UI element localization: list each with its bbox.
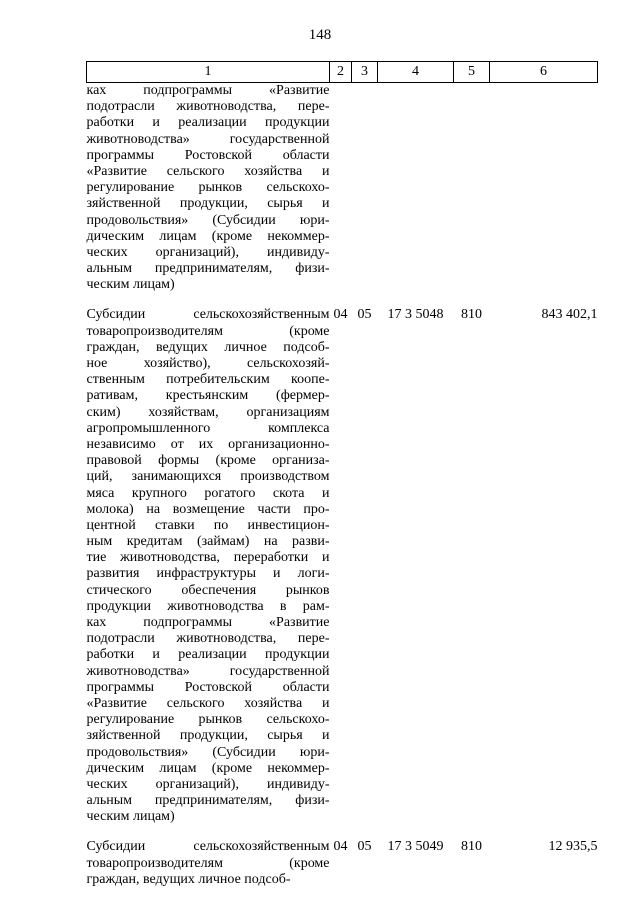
- description-line: ным кредитам (займам) на разви-: [86, 534, 330, 550]
- description-line: независимо от их организационно-: [86, 436, 330, 452]
- description-line: альным предпринимателям, физи-: [86, 793, 330, 809]
- header-col-4: 4: [378, 62, 454, 83]
- description-line: центной ставки по инвестицион-: [86, 517, 330, 533]
- description-line: «Развитие сельского хозяйства и: [86, 163, 330, 179]
- description-line: ственным потребительским коопе-: [86, 372, 330, 388]
- description-line: регулирование рынков сельскохо-: [86, 712, 330, 728]
- description-line: подотрасли животноводства, пере-: [86, 99, 330, 115]
- section-code: 04: [333, 307, 348, 323]
- description-line: граждан, ведущих личное подсоб-: [86, 871, 291, 887]
- description-line: продукции животноводства в рам-: [86, 598, 330, 614]
- row-spacer: [87, 825, 598, 839]
- section-code: [330, 83, 352, 294]
- expense-type-code: 810: [461, 307, 482, 323]
- section-code: 04: [333, 839, 348, 855]
- description-line: товаропроизводителям (кроме: [86, 323, 330, 339]
- header-col-3: 3: [352, 62, 378, 83]
- description-line: дическим лицам (кроме некоммер-: [86, 760, 330, 776]
- row-description: [87, 839, 330, 888]
- row-spacer: [87, 293, 598, 307]
- description-line: программы Ростовской области: [86, 147, 330, 163]
- target-article-code: [378, 83, 454, 294]
- row-description: [87, 83, 330, 294]
- description-line: товаропроизводителям (кроме: [86, 855, 330, 871]
- description-line: регулирование рынков сельскохо-: [86, 180, 330, 196]
- description-line: Субсидии сельскохозяйственным: [86, 307, 330, 323]
- description-line: животноводства» государственной: [86, 131, 330, 147]
- description-line: правовой формы (кроме организа-: [86, 453, 330, 469]
- header-col-5: 5: [454, 62, 490, 83]
- subsection-code: 05: [357, 307, 372, 323]
- description-line: ческих организаций), индивиду-: [86, 244, 330, 260]
- description-line: работки и реализации продукции: [86, 647, 330, 663]
- expense-type-code: [454, 83, 490, 294]
- header-col-2: 2: [330, 62, 352, 83]
- description-line: альным предпринимателям, физи-: [86, 261, 330, 277]
- description-line: программы Ростовской области: [86, 679, 330, 695]
- target-article-code: 17 3 5048: [387, 307, 444, 323]
- row-description: [87, 307, 330, 825]
- description-line: работки и реализации продукции: [86, 115, 330, 131]
- description-line: ческих организаций), индивиду-: [86, 776, 330, 792]
- expense-type-code: 810: [461, 839, 482, 855]
- description-line: ческим лицам): [86, 277, 175, 293]
- target-article-code: 17 3 5049: [387, 839, 444, 855]
- header-col-6: 6: [490, 62, 598, 83]
- subsection-code: 05: [357, 839, 372, 855]
- header-col-1: 1: [87, 62, 330, 83]
- description-line: ративам, крестьянским (фермер-: [86, 388, 330, 404]
- subsection-code: [352, 83, 378, 294]
- description-line: подотрасли животноводства, пере-: [86, 631, 330, 647]
- table-row: [87, 839, 598, 888]
- table-header-row: [87, 62, 598, 83]
- description-line: развития инфраструктуры и логи-: [86, 566, 330, 582]
- description-line: ческим лицам): [86, 809, 175, 825]
- description-line: ках подпрограммы «Развитие: [86, 615, 330, 630]
- description-line: ное хозяйство), сельскохозяй-: [86, 356, 330, 371]
- description-line: молока) на возмещение части про-: [86, 501, 330, 517]
- description-line: дическим лицам (кроме некоммер-: [86, 228, 330, 244]
- description-line: ций, занимающихся производством: [86, 469, 330, 485]
- description-line: зяйственной продукции, сырья и: [86, 196, 330, 212]
- page-number: 148: [308, 27, 332, 43]
- description-line: агропромышленного комплекса: [86, 420, 330, 436]
- description-line: тие животноводства, переработки и: [86, 550, 330, 566]
- amount: 843 402,1: [541, 307, 598, 323]
- budget-table: [86, 61, 598, 888]
- amount: 12 935,5: [548, 839, 598, 855]
- description-line: граждан, ведущих личное подсоб-: [86, 339, 330, 355]
- description-line: продовольствия» (Субсидии юри-: [86, 212, 330, 228]
- description-line: стического обеспечения рынков: [86, 582, 330, 598]
- description-line: животноводства» государственной: [86, 663, 330, 679]
- description-line: Субсидии сельскохозяйственным: [86, 839, 330, 855]
- table-row: [87, 307, 598, 825]
- amount: [490, 83, 598, 294]
- description-line: зяйственной продукции, сырья и: [86, 728, 330, 744]
- description-line: ках подпрограммы «Развитие: [86, 83, 330, 98]
- description-line: мяса крупного рогатого скота и: [86, 485, 330, 501]
- table-row: [87, 83, 598, 294]
- description-line: ским) хозяйствам, организациям: [86, 404, 330, 420]
- table-body: [87, 83, 598, 889]
- description-line: продовольствия» (Субсидии юри-: [86, 744, 330, 760]
- description-line: «Развитие сельского хозяйства и: [86, 695, 330, 711]
